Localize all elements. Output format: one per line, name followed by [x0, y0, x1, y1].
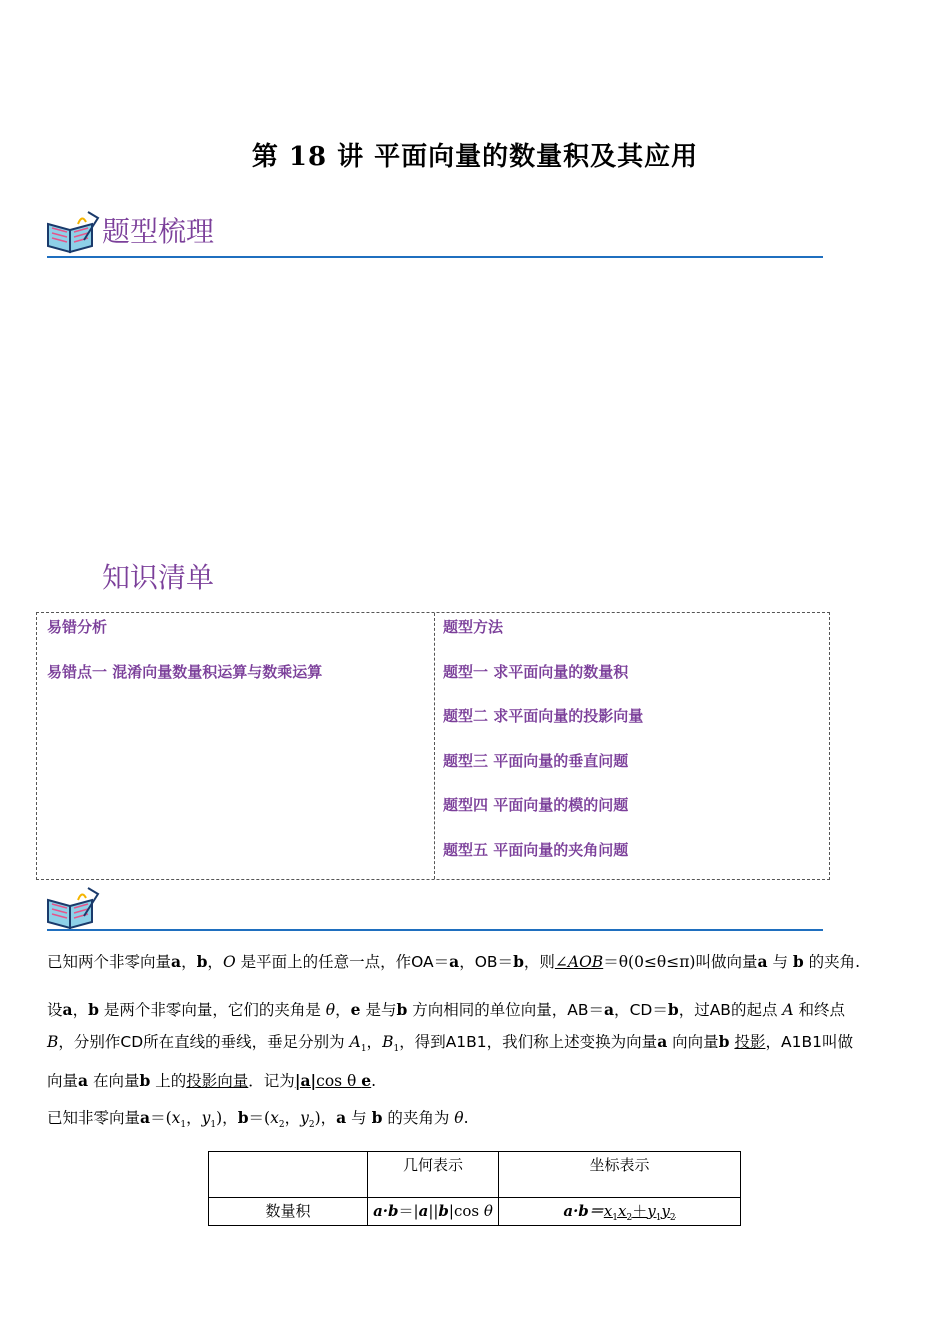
- section-divider: [47, 929, 823, 931]
- open-book-icon: [44, 210, 100, 256]
- method-item-5: 题型五 平面向量的夹角问题: [443, 841, 629, 859]
- table-cell: 数量积: [209, 1198, 368, 1226]
- method-item-4: 题型四 平面向量的模的问题: [443, 796, 629, 814]
- method-item-1: 题型一 求平面向量的数量积: [443, 663, 629, 681]
- section-divider: [47, 256, 823, 258]
- table-row: [209, 1198, 741, 1226]
- method-item-3: 题型三 平面向量的垂直问题: [443, 752, 629, 770]
- table-header-cell: 几何表示: [368, 1152, 499, 1198]
- coordinates-paragraph: 已知非零向量$a=(x_1$，$y_1$)，$b=(x_2$，$y_2$)，a 与 b 的夹角为 θ.: [47, 1108, 469, 1131]
- method-header: 题型方法: [443, 618, 504, 636]
- table-header-cell: [209, 1152, 368, 1198]
- dot-product-table: [208, 1151, 741, 1226]
- table-header-cell: 坐标表示: [499, 1152, 741, 1198]
- method-item-2: 题型二 求平面向量的投影向量: [443, 707, 644, 725]
- open-book-icon: [44, 886, 100, 932]
- definition-angle-paragraph: 已知两个非零向量a，b，O 是平面上的任意一点，作OA＝a，OB＝b，则∠AOB＝θ(0≤θ≤π)叫做向量a 与 b 的夹角.: [47, 952, 861, 971]
- section-heading-knowledge: 知识清单: [102, 561, 215, 594]
- table-header-row: [209, 1152, 741, 1198]
- box-divider: [434, 613, 435, 879]
- page-title: 第 18 讲 平面向量的数量积及其应用: [251, 142, 699, 172]
- table-cell: $a\cdot b=x_1x_2+y_1y_2$: [499, 1198, 741, 1226]
- error-analysis-header: 易错分析: [47, 618, 108, 636]
- outline-box: [36, 612, 830, 880]
- definition-projection-paragraph: 设a，b 是两个非零向量，它们的夹角是 θ，e 是与b 方向相同的单位向量，AB＝a，CD＝b，过AB的起点 A 和终点 B，分别作CD所在直线的垂线，垂足分别为 $A_1$，$B_1$，得到A1B1，我们称上述变换为向量a 向向量b 投影，A1B1叫做 向量a 在向量b 上的投影向量．记为|a|cos θ e.: [47, 1000, 853, 1091]
- section-heading-types: 题型梳理: [102, 215, 215, 248]
- error-point-item: 易错点一 混淆向量数量积运算与数乘运算: [47, 663, 323, 681]
- table-cell: a·b＝|a||b|cos θ: [368, 1198, 499, 1226]
